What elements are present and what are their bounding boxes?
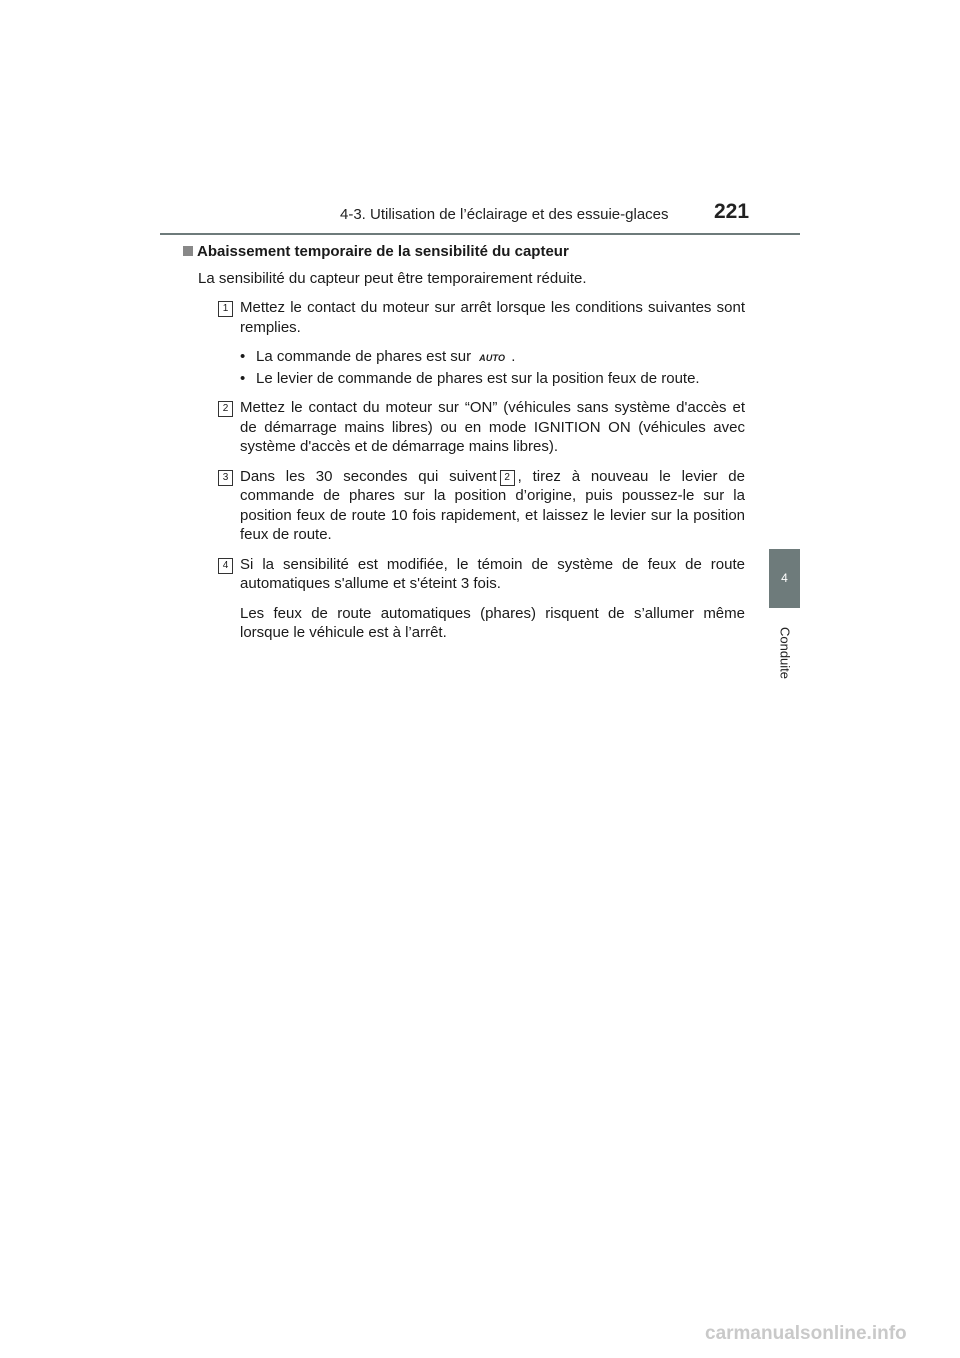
- bullet-dot: •: [240, 348, 246, 365]
- watermark: carmanualsonline.info: [705, 1323, 907, 1344]
- step-1-text: Mettez le contact du moteur sur arrêt lorsque les conditions suivantes sont remplies.: [240, 299, 745, 336]
- header-rule: [160, 233, 800, 235]
- step-3-text-before: Dans les 30 secondes qui suivent: [240, 467, 497, 485]
- auto-icon: AUTO: [479, 353, 506, 363]
- step-number-1: 1: [218, 301, 233, 317]
- step-number-2: 2: [218, 401, 233, 417]
- condition-item: [240, 369, 745, 389]
- step-1: [183, 298, 745, 388]
- step-number-4: 4: [218, 558, 233, 574]
- step-2-text: Mettez le contact du moteur sur “ON” (véhicules sans système d'accès et de démarrage mains libres) ou en mode IGNITION ON (véhicules avec système d'accès et de démarrage mains libres).: [240, 399, 745, 455]
- chapter-label-text: Conduite: [777, 626, 792, 680]
- square-bullet-icon: [183, 246, 193, 256]
- step-4-text: Si la sensibilité est modifiée, le témoin de système de feux de route automatiques s'allume et s'éteint 3 fois.: [240, 555, 745, 592]
- header-title: 4-3. Utilisation de l’éclairage et des essuie-glaces: [340, 206, 669, 223]
- section-intro: La sensibilité du capteur peut être temporairement réduite.: [198, 269, 587, 287]
- step-number-3: 3: [218, 470, 233, 486]
- step-4-note: Les feux de route automatiques (phares) risquent de s’allumer même lorsque le véhicule est à l’arrêt.: [240, 604, 745, 641]
- bullet-dot: •: [240, 369, 246, 387]
- page-number: 221: [714, 200, 750, 223]
- chapter-label: [769, 618, 800, 688]
- section-heading: [183, 242, 745, 262]
- step-2: [183, 398, 745, 457]
- chapter-tab: 4: [769, 549, 800, 608]
- step-3-text-after: , tirez à nouveau le levier de commande de phares sur la position d’origine, puis poussez-le sur la position feux de route 10 fois rapidement, et laissez le levier sur la position feux de route.: [240, 467, 745, 543]
- condition-list: [240, 347, 745, 388]
- section-heading-text: Abaissement temporaire de la sensibilité du capteur: [197, 243, 569, 260]
- condition-2-text: Le levier de commande de phares est sur la position feux de route.: [256, 369, 700, 387]
- step-4: [183, 555, 745, 643]
- content: [183, 242, 745, 653]
- condition-1-end: .: [511, 348, 516, 365]
- condition-1-text: La commande de phares est sur: [256, 348, 472, 365]
- condition-item: [240, 347, 745, 369]
- step-3: [183, 467, 745, 545]
- step-reference-2: 2: [500, 470, 515, 486]
